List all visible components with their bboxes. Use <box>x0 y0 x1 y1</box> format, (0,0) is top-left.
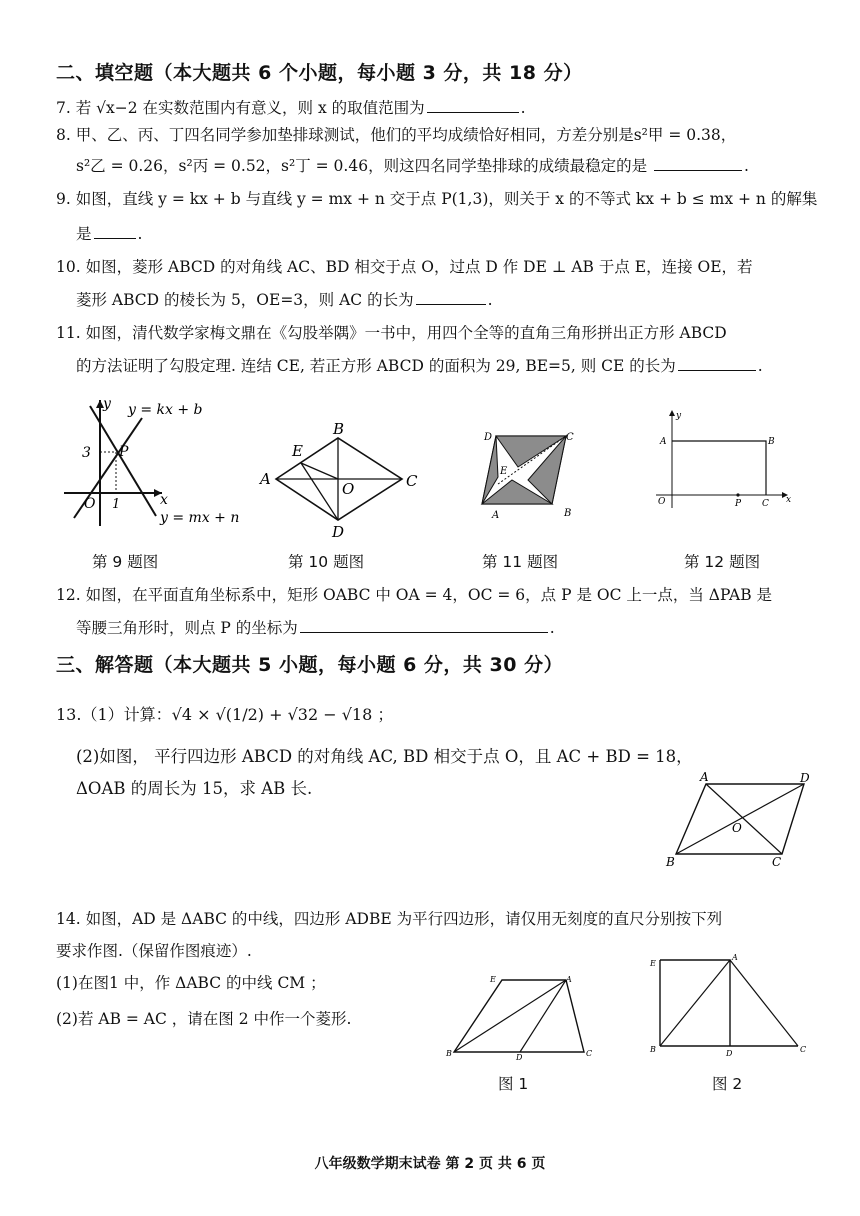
caption-fig14-1: 图 1 <box>498 1075 529 1093</box>
vertex-c: C <box>772 855 782 869</box>
question-12-line1: 12. 如图，在平面直角坐标系中，矩形 OABC 中 OA = 4，OC = 6，点 P 是 OC 上一点，当 ΔPAB 是 <box>56 586 773 604</box>
origin-label: O <box>84 496 96 512</box>
vertex-d: D <box>726 1049 733 1058</box>
figure-12 <box>650 408 800 512</box>
caption-fig11: 第 11 题图 <box>482 553 559 571</box>
question-12-line2: 等腰三角形时，则点 P 的坐标为 . <box>76 616 824 639</box>
x-axis-label: x <box>160 492 168 508</box>
question-9-line2: 是 . <box>76 222 824 245</box>
vertex-a: A <box>660 437 667 447</box>
question-13-part1: 13.（1）计算：√4 × √(1/2) + √32 − √18 ； <box>56 705 394 724</box>
vertex-e: E <box>650 959 656 968</box>
question-14-line1: 14. 如图，AD 是 ΔABC 的中线，四边形 ADBE 为平行四边形，请仅用无刻度的直尺分别按下列 <box>56 910 723 928</box>
question-10-line2: 菱形 ABCD 的棱长为 5，OE=3，则 AC 的长为 . <box>76 288 824 311</box>
vertex-c: C <box>762 499 769 509</box>
vertex-d: D <box>800 771 810 785</box>
question-13-part2-line2: ΔOAB 的周长为 15，求 AB 长. <box>76 779 313 798</box>
question-13-part2-line1: (2)如图， 平行四边形 ABCD 的对角线 AC, BD 相交于点 O，且 AC + BD = 18， <box>76 747 693 766</box>
caption-fig9: 第 9 题图 <box>92 553 159 571</box>
vertex-a: A <box>492 510 500 521</box>
question-10-line2-text: 菱形 ABCD 的棱长为 5，OE=3，则 AC 的长为 <box>76 291 414 309</box>
vertex-e: E <box>490 975 496 984</box>
vertex-b: B <box>650 1045 656 1054</box>
question-14-part1: (1)在图1 中，作 ΔABC 的中线 CM ； <box>56 974 326 992</box>
question-7: 7. 若 √x−2 在实数范围内有意义，则 x 的取值范围为 . <box>56 96 804 119</box>
vertex-d: D <box>484 432 493 443</box>
x-axis-label: x <box>786 495 792 505</box>
figure-14-2 <box>650 952 810 1060</box>
question-12-line2-text: 等腰三角形时，则点 P 的坐标为 <box>76 619 298 637</box>
vertex-a: A <box>732 953 738 962</box>
question-10-line1: 10. 如图，菱形 ABCD 的对角线 AC、BD 相交于点 O，过点 D 作 DE ⊥ AB 于点 E，连接 OE，若 <box>56 258 753 276</box>
question-8-line2: s²乙 = 0.26，s²丙 = 0.52，s²丁 = 0.46，则这四名同学垫排球的成绩最稳定的是 . <box>76 154 824 177</box>
question-8-line1: 8. 甲、乙、丙、丁四名同学参加垫排球测试，他们的平均成绩恰好相同，方差分别是s²甲 = 0.38， <box>56 126 737 144</box>
point-p: P <box>735 499 742 509</box>
vertex-d: D <box>516 1053 523 1062</box>
figure-11 <box>478 422 578 526</box>
answer-blank <box>94 222 136 239</box>
y-axis-label: y <box>103 396 111 412</box>
answer-blank <box>427 96 519 113</box>
tick-1: 1 <box>112 497 121 512</box>
question-9-line2-text: 是 <box>76 225 92 243</box>
section2-title: 二、填空题（本大题共 6 个小题，每小题 3 分，共 18 分） <box>56 62 583 84</box>
answer-blank <box>416 288 486 305</box>
vertex-c: C <box>800 1045 807 1054</box>
section3-title: 三、解答题（本大题共 5 小题，每小题 6 分，共 30 分） <box>56 654 564 676</box>
question-11-line2-text: 的方法证明了勾股定理. 连结 CE, 若正方形 ABCD 的面积为 29, BE=5, 则 CE 的长为 <box>76 357 676 375</box>
vertex-d: D <box>332 523 345 541</box>
question-14-line2: 要求作图.（保留作图痕迹）. <box>56 942 252 960</box>
vertex-e: E <box>500 466 508 477</box>
vertex-b: B <box>768 437 775 447</box>
figure-9 <box>56 396 256 540</box>
origin-label: O <box>658 497 666 507</box>
vertex-o: O <box>732 821 742 835</box>
figure-14-1 <box>444 970 604 1064</box>
question-9-line1: 9. 如图，直线 y = kx + b 与直线 y = mx + n 交于点 P(1,3)，则关于 x 的不等式 kx + b ≤ mx + n 的解集 <box>56 190 818 208</box>
question-11-line1: 11. 如图，清代数学家梅文鼎在《勾股举隅》一书中，用四个全等的直角三角形拼出正方形 ABCD <box>56 324 727 342</box>
vertex-a: A <box>700 770 709 784</box>
vertex-a: A <box>260 470 271 488</box>
line-m-label: y = mx + n <box>160 510 240 526</box>
vertex-o: O <box>342 480 355 498</box>
answer-blank <box>654 154 742 171</box>
caption-fig10: 第 10 题图 <box>288 553 365 571</box>
page-footer: 八年级数学期末试卷 第 2 页 共 6 页 <box>314 1156 546 1172</box>
question-7-text: 7. 若 √x−2 在实数范围内有意义，则 x 的取值范围为 <box>56 99 425 117</box>
caption-fig14-2: 图 2 <box>712 1075 743 1093</box>
vertex-c: C <box>566 432 574 443</box>
answer-blank <box>678 354 756 371</box>
vertex-b: B <box>666 855 675 869</box>
vertex-a: A <box>566 975 572 984</box>
vertex-b: B <box>564 508 572 519</box>
vertex-c: C <box>406 472 418 490</box>
question-8-line2-text: s²乙 = 0.26，s²丙 = 0.52，s²丁 = 0.46，则这四名同学垫排球的成绩最稳定的是 <box>76 157 648 175</box>
figure-13 <box>662 770 822 874</box>
caption-fig12: 第 12 题图 <box>684 553 761 571</box>
point-p-label: P <box>119 444 129 460</box>
vertex-b: B <box>446 1049 452 1058</box>
question-11-line2: 的方法证明了勾股定理. 连结 CE, 若正方形 ABCD 的面积为 29, BE=5, 则 CE 的长为 . <box>76 354 824 377</box>
tick-3: 3 <box>82 445 91 461</box>
vertex-e: E <box>292 442 303 460</box>
vertex-c: C <box>586 1049 593 1058</box>
answer-blank <box>300 616 548 633</box>
question-14-part2: (2)若 AB = AC ，请在图 2 中作一个菱形. <box>56 1010 352 1028</box>
vertex-b: B <box>333 420 345 438</box>
y-axis-label: y <box>676 411 682 421</box>
line-k-label: y = kx + b <box>128 402 203 418</box>
figure-10 <box>256 420 436 544</box>
